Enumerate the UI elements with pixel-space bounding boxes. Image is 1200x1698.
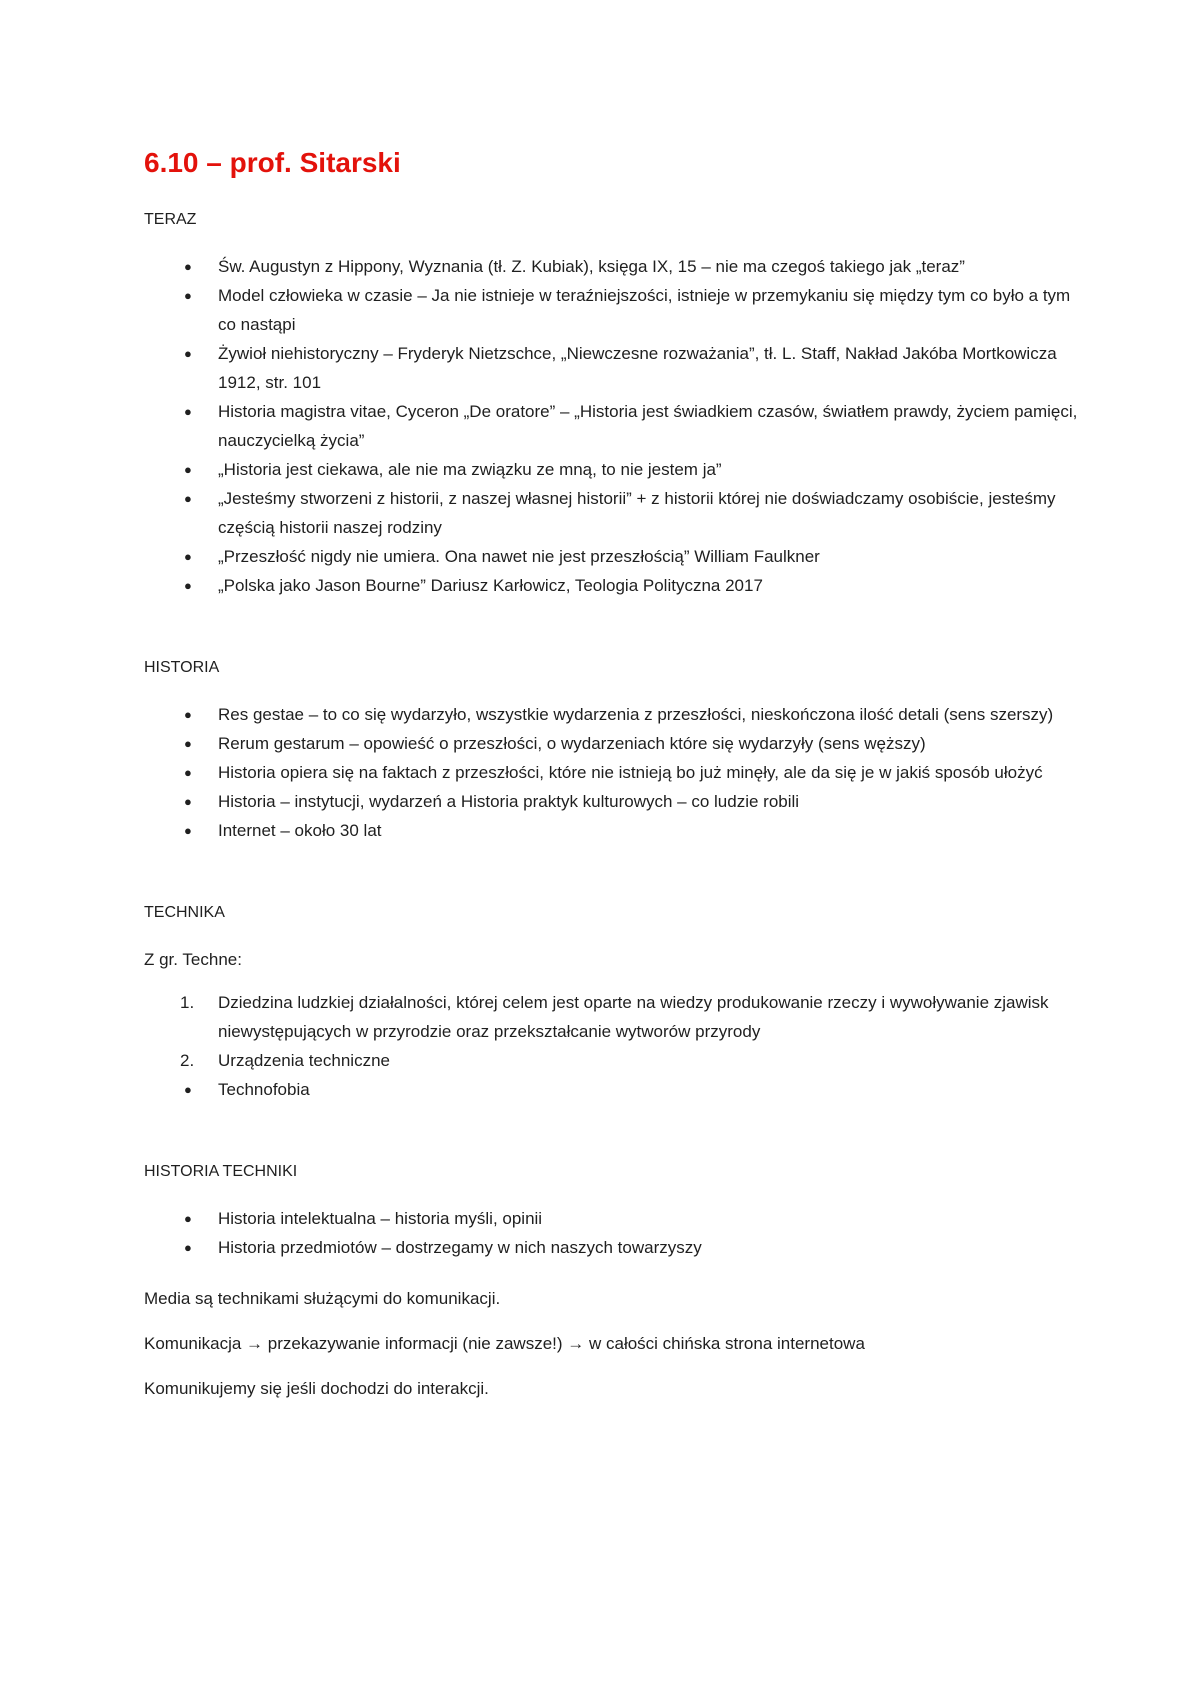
bullet-icon: ● <box>184 462 192 477</box>
paragraph: Media są technikami służącymi do komunikacji. <box>144 1289 501 1308</box>
bullet-icon: ● <box>184 736 192 751</box>
section-heading: TERAZ <box>144 211 197 228</box>
section-heading: HISTORIA TECHNIKI <box>144 1163 298 1180</box>
list-item: ● Historia – instytucji, wydarzeń a Historia praktyk kulturowych – co ludzie robili <box>144 787 1080 816</box>
section-technika <box>144 903 1080 1104</box>
list-item: 2. Urządzenia techniczne <box>144 1046 1080 1075</box>
paragraph: Komunikujemy się jeśli dochodzi do interakcji. <box>144 1379 489 1398</box>
bullet-list <box>144 1075 1080 1104</box>
section-heading: HISTORIA <box>144 659 220 676</box>
page-title: 6.10 – prof. Sitarski <box>144 147 401 178</box>
section-historia-techniki <box>144 1162 1080 1262</box>
list-item: ● Historia opiera się na faktach z przeszłości, które nie istnieją bo już minęły, ale da się je w jakiś sposób ułożyć <box>144 758 1080 787</box>
bullet-icon: ● <box>184 707 192 722</box>
bullet-icon: ● <box>184 765 192 780</box>
section-heading: TECHNIKA <box>144 904 225 921</box>
list-item: ● Św. Augustyn z Hippony, Wyznania (tł. Z. Kubiak), księga IX, 15 – nie ma czegoś takiego jak „teraz” <box>144 252 1080 281</box>
list-item: ● „Przeszłość nigdy nie umiera. Ona nawet nie jest przeszłością” William Faulkner <box>144 542 1080 571</box>
list-item: ● Historia przedmiotów – dostrzegamy w nich naszych towarzyszy <box>144 1233 1080 1262</box>
paragraph: Komunikacja → przekazywanie informacji (nie zawsze!) → w całości chińska strona internetowa <box>144 1334 865 1353</box>
list-item: ● Historia magistra vitae, Cyceron „De oratore” – „Historia jest świadkiem czasów, światłem prawdy, życiem pamięci, nauczycielką życia” <box>144 397 1080 455</box>
bullet-icon: ● <box>184 549 192 564</box>
bullet-icon: ● <box>184 404 192 419</box>
bullet-icon: ● <box>184 346 192 361</box>
numbered-list <box>144 988 1080 1075</box>
list-item: ● „Jesteśmy stworzeni z historii, z naszej własnej historii” + z historii której nie doświadczamy osobiście, jesteśmy częścią historii naszej rodziny <box>144 484 1080 542</box>
list-number: 2. <box>180 1051 195 1070</box>
subheading: Z gr. Techne: <box>144 950 242 969</box>
bullet-list <box>144 1204 1080 1262</box>
list-item: ● „Historia jest ciekawa, ale nie ma związku ze mną, to nie jestem ja” <box>144 455 1080 484</box>
section-historia <box>144 658 1080 845</box>
bullet-icon: ● <box>184 288 192 303</box>
list-item: 1. Dziedzina ludzkiej działalności, której celem jest oparte na wiedzy produkowanie rzeczy i wywoływanie zjawisk niewystępujących w przyrodzie oraz przekształcanie wytworów przyrody <box>144 988 1080 1046</box>
bullet-icon: ● <box>184 1082 192 1097</box>
list-item: ● Technofobia <box>144 1075 1080 1104</box>
list-item: ● „Polska jako Jason Bourne” Dariusz Karłowicz, Teologia Polityczna 2017 <box>144 571 1080 600</box>
bullet-icon: ● <box>184 578 192 593</box>
bullet-list <box>144 252 1080 600</box>
list-number: 1. <box>180 993 195 1012</box>
bullet-icon: ● <box>184 823 192 838</box>
list-item: ● Żywioł niehistoryczny – Fryderyk Nietzschce, „Niewczesne rozważania”, tł. L. Staff, Nakład Jakóba Mortkowicza 1912, str. 101 <box>144 339 1080 397</box>
bullet-icon: ● <box>184 794 192 809</box>
bullet-icon: ● <box>184 259 192 274</box>
bullet-icon: ● <box>184 1211 192 1226</box>
list-item: ● Rerum gestarum – opowieść o przeszłości, o wydarzeniach które się wydarzyły (sens węższy) <box>144 729 1080 758</box>
bullet-icon: ● <box>184 1240 192 1255</box>
bullet-icon: ● <box>184 491 192 506</box>
bullet-list <box>144 700 1080 845</box>
list-item: ● Historia intelektualna – historia myśli, opinii <box>144 1204 1080 1233</box>
section-teraz <box>144 210 1080 600</box>
list-item: ● Model człowieka w czasie – Ja nie istnieje w teraźniejszości, istnieje w przemykaniu się między tym co było a tym co nastąpi <box>144 281 1080 339</box>
list-item: ● Internet – około 30 lat <box>144 816 1080 845</box>
list-item: ● Res gestae – to co się wydarzyło, wszystkie wydarzenia z przeszłości, nieskończona ilość detali (sens szerszy) <box>144 700 1080 729</box>
